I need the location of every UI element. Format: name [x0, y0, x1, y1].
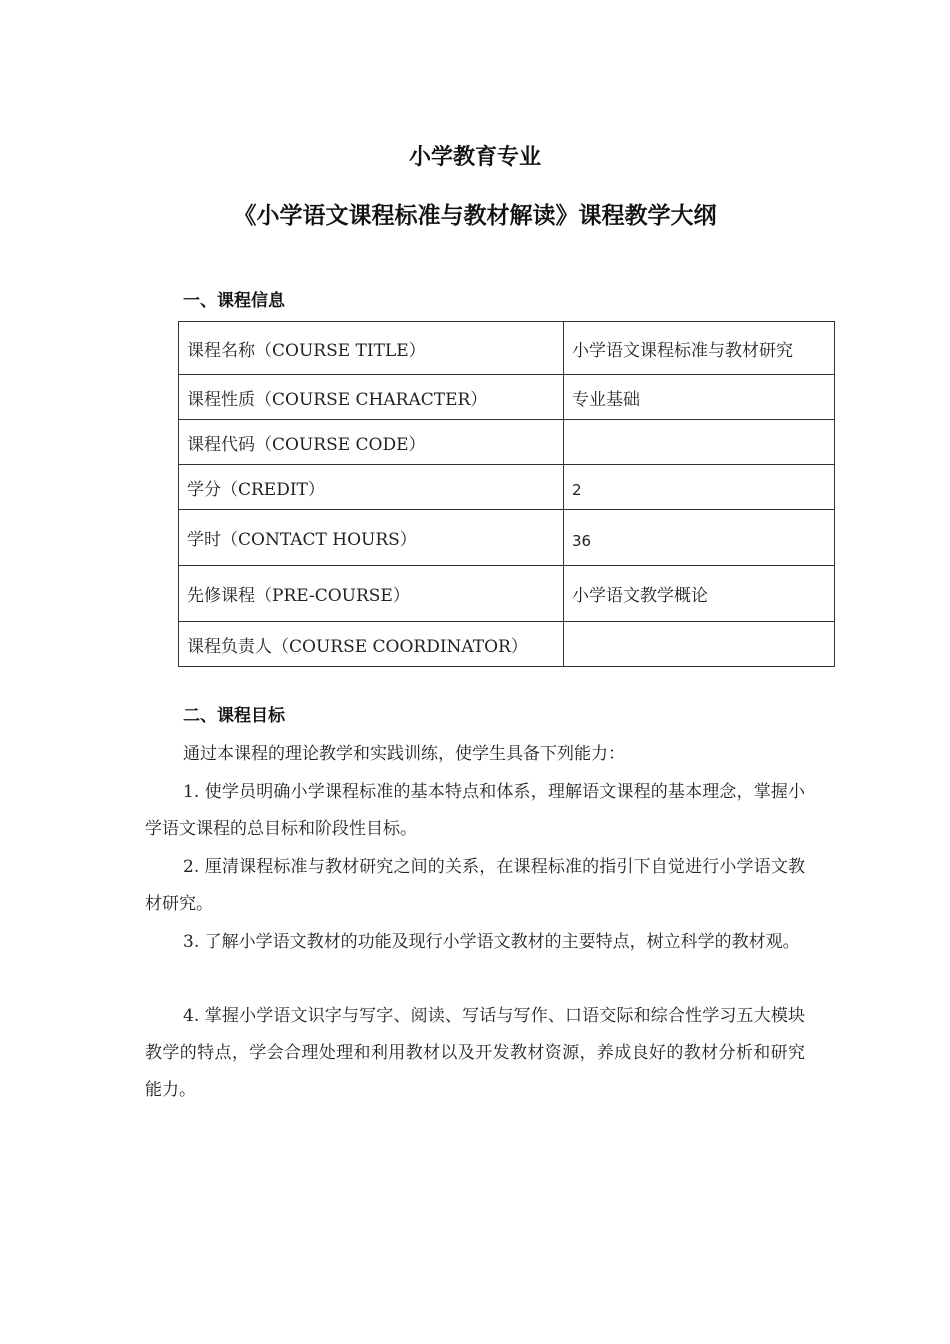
credit-value: 2: [564, 465, 835, 510]
goal-item-4: 4. 掌握小学语文识字与写字、阅读、写话与写作、口语交际和综合性学习五大模块教学的特点，学会合理处理和利用教材以及开发教材资源，养成良好的教材分析和研究能力。: [145, 1006, 805, 1100]
course-code-label: 课程代码（COURSE CODE）: [179, 420, 564, 465]
contact-hours-label: 学时（CONTACT HOURS）: [179, 510, 564, 566]
section-heading-course-goals: 二、课程目标: [183, 706, 285, 726]
table-row: [179, 566, 835, 622]
course-title-value: 小学语文课程标准与教材研究: [564, 322, 835, 375]
pre-course-label: 先修课程（PRE-COURSE）: [179, 566, 564, 622]
course-character-value: 专业基础: [564, 375, 835, 420]
table-row: [179, 465, 835, 510]
table-row: [179, 375, 835, 420]
goal-item-3: 3. 了解小学语文教材的功能及现行小学语文教材的主要特点，树立科学的教材观。: [183, 932, 800, 952]
course-coordinator-value: [564, 622, 835, 667]
credit-label: 学分（CREDIT）: [179, 465, 564, 510]
goal-item-1: 1. 使学员明确小学课程标准的基本特点和体系，理解语文课程的基本理念，掌握小学语文课程的总目标和阶段性目标。: [145, 782, 805, 839]
course-title-label: 课程名称（COURSE TITLE）: [179, 322, 564, 375]
section-heading-course-info: 一、课程信息: [183, 291, 285, 311]
course-coordinator-label: 课程负责人（COURSE COORDINATOR）: [179, 622, 564, 667]
table-row: [179, 510, 835, 566]
goals-intro-paragraph: 通过本课程的理论教学和实践训练，使学生具备下列能力：: [183, 744, 625, 764]
table-row: [179, 420, 835, 465]
goal-item-2: 2. 厘清课程标准与教材研究之间的关系，在课程标准的指引下自觉进行小学语文教材研究。: [145, 857, 805, 914]
course-info-table: [178, 321, 835, 667]
table-row: [179, 622, 835, 667]
pre-course-value: 小学语文教学概论: [564, 566, 835, 622]
document-title-major: 小学教育专业: [408, 145, 541, 170]
document-title-course: 《小学语文课程标准与教材解读》课程教学大纲: [233, 203, 717, 229]
course-character-label: 课程性质（COURSE CHARACTER）: [179, 375, 564, 420]
course-code-value: [564, 420, 835, 465]
contact-hours-value: 36: [564, 510, 835, 566]
table-row: [179, 322, 835, 375]
